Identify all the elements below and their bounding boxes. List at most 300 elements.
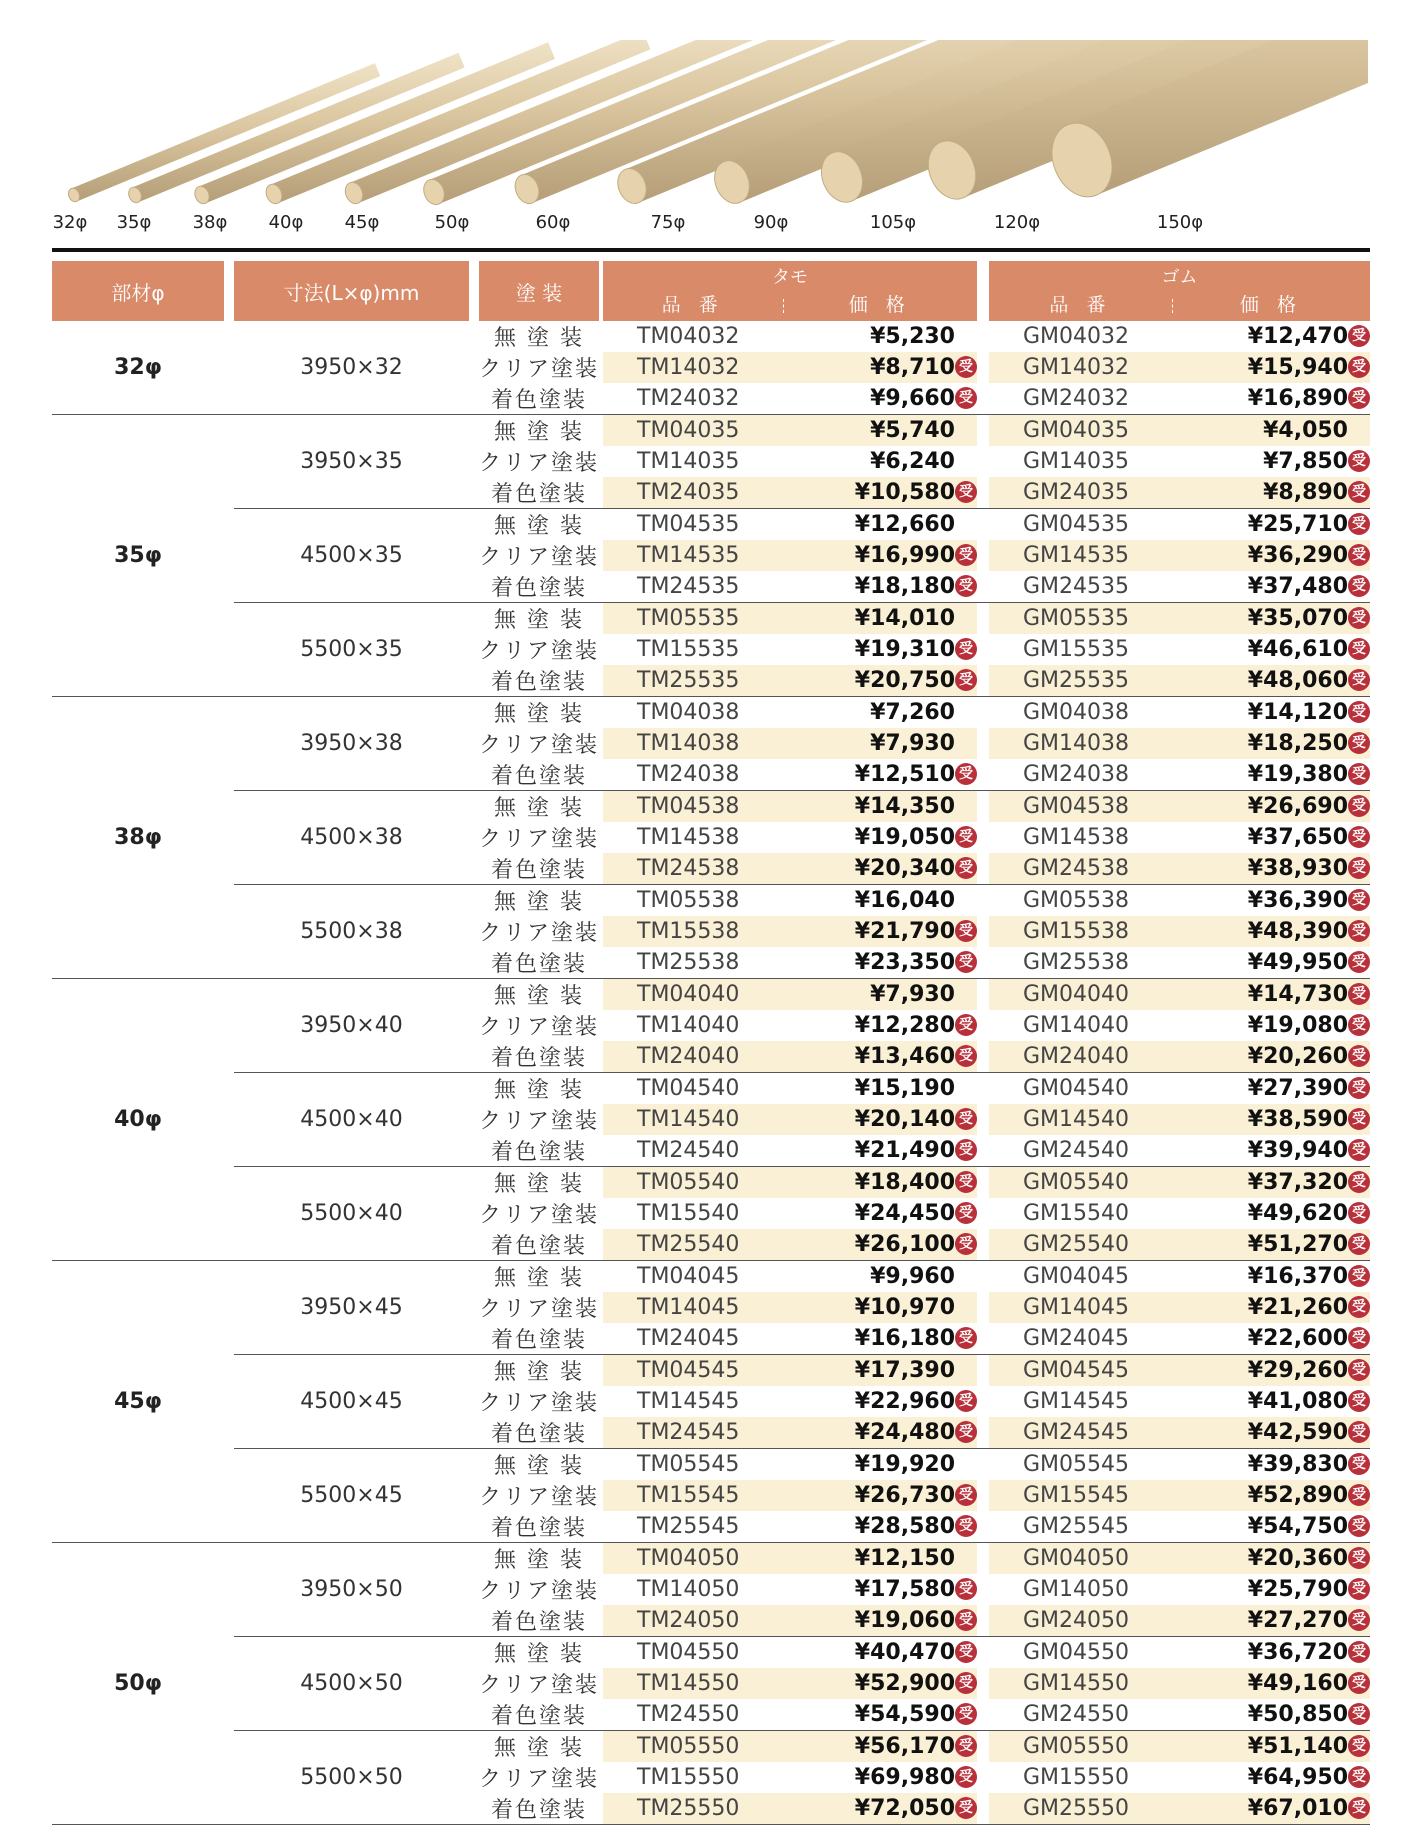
tamo-code: TM24035 [603,477,793,509]
diameter-label: 45φ [344,212,380,233]
finish-type: クリア塗装 [479,451,600,476]
tamo-code: TM24050 [603,1605,793,1637]
gomu-code: GM04050 [989,1543,1179,1575]
finish-type: クリア塗装 [479,1673,600,1698]
finish-type: クリア塗装 [479,1015,600,1040]
finish-type: クリア塗装 [479,1109,600,1134]
tamo-price [793,352,977,383]
table-row [52,321,1370,352]
gomu-price-value: ¥21,260 [1247,1295,1348,1320]
tamo-code: TM05550 [603,1731,793,1763]
gomu-code: GM15550 [989,1762,1179,1793]
table-row [52,1731,1370,1763]
tamo-price [793,1511,977,1543]
dimension: 5500×50 [234,1731,469,1825]
tamo-price [793,1073,977,1105]
tamo-price [793,1229,977,1261]
gomu-price [1179,1543,1370,1575]
tamo-price-value: ¥15,190 [854,1076,955,1101]
gomu-price [1179,1731,1370,1763]
tamo-price-value: ¥19,060 [854,1608,955,1633]
finish-type: 着色塗装 [479,759,599,791]
made-to-order-mark: 受 [1348,1233,1370,1255]
gomu-code: GM14038 [989,728,1179,759]
tamo-code: TM14040 [603,1010,793,1041]
tamo-code: TM04538 [603,791,793,823]
gomu-code: GM25538 [989,947,1179,979]
tamo-code: TM25535 [603,665,793,697]
finish-type: クリア塗装 [479,1579,600,1604]
tamo-code: TM15550 [603,1762,793,1793]
table-row [52,1261,1370,1293]
tamo-code: TM24538 [603,853,793,885]
tamo-code: TM05545 [603,1449,793,1481]
tamo-price [793,853,977,885]
tamo-code: TM25540 [603,1229,793,1261]
gomu-price-value: ¥19,080 [1247,1013,1348,1038]
gomu-code: GM25550 [989,1793,1179,1825]
made-to-order-mark: 受 [955,1641,977,1663]
gomu-price [1179,509,1370,541]
tamo-price-value: ¥16,040 [854,888,955,913]
tamo-code: TM04545 [603,1355,793,1387]
tamo-price [793,321,977,352]
made-to-order-mark: 受 [1348,1484,1370,1506]
gomu-price [1179,1355,1370,1387]
gomu-price [1179,728,1370,759]
table-row [52,979,1370,1011]
tamo-price [793,1762,977,1793]
tamo-code: TM04045 [603,1261,793,1293]
gomu-code: GM25545 [989,1511,1179,1543]
gomu-code: GM25535 [989,665,1179,697]
tamo-price-value: ¥21,490 [854,1138,955,1163]
made-to-order-mark: 受 [1348,1641,1370,1663]
finish-type: 無 塗 装 [494,1642,584,1667]
made-to-order-mark: 受 [1348,826,1370,848]
header-gomu-code: 品 番 [1049,294,1112,316]
tamo-price [793,415,977,447]
tamo-price-value: ¥24,480 [854,1420,955,1445]
tamo-price-value: ¥21,790 [854,919,955,944]
gomu-price [1179,1292,1370,1323]
made-to-order-mark: 受 [955,1735,977,1757]
gomu-price-value: ¥64,950 [1247,1765,1348,1790]
tamo-price-value: ¥19,920 [854,1452,955,1477]
diameter-label: 120φ [993,212,1041,233]
dimension: 5500×35 [234,603,469,697]
made-to-order-mark: 受 [1348,1014,1370,1036]
gomu-price-value: ¥20,260 [1247,1044,1348,1069]
gomu-price [1179,1511,1370,1543]
gomu-code: GM24538 [989,853,1179,885]
tamo-price-value: ¥12,280 [854,1013,955,1038]
diameter-label: 60φ [535,212,571,233]
gomu-price-value: ¥12,470 [1247,324,1348,349]
gomu-price [1179,1699,1370,1731]
tamo-code: TM14550 [603,1668,793,1699]
gomu-price [1179,1762,1370,1793]
gomu-price-value: ¥37,650 [1247,825,1348,850]
made-to-order-mark: 受 [955,1609,977,1631]
made-to-order-mark: 受 [1348,1045,1370,1067]
gomu-price [1179,791,1370,823]
gomu-price-value: ¥27,270 [1247,1608,1348,1633]
made-to-order-mark: 受 [1348,544,1370,566]
gomu-price-value: ¥22,600 [1247,1326,1348,1351]
tamo-price [793,1605,977,1637]
tamo-price [793,1543,977,1575]
gomu-code: GM24038 [989,759,1179,791]
header-gomu-price: 価 格 [1239,294,1302,316]
tamo-price-value: ¥14,010 [854,606,955,631]
made-to-order-mark: 受 [955,481,977,503]
diameter-label: 40φ [268,212,304,233]
tamo-price-value: ¥20,340 [854,856,955,881]
gomu-price-value: ¥14,730 [1247,982,1348,1007]
header-tamo-code: 品 番 [661,294,724,316]
diameter-label: 35φ [116,212,152,233]
gomu-price-value: ¥48,060 [1247,668,1348,693]
tamo-price-value: ¥22,960 [854,1389,955,1414]
tamo-code: TM14045 [603,1292,793,1323]
tamo-price-value: ¥14,350 [854,794,955,819]
gomu-code: GM14045 [989,1292,1179,1323]
gomu-price [1179,759,1370,791]
tamo-price [793,1041,977,1073]
tamo-code: TM14035 [603,446,793,477]
gomu-code: GM04040 [989,979,1179,1011]
made-to-order-mark: 受 [1348,513,1370,535]
tamo-price [793,697,977,729]
tamo-price-value: ¥26,100 [854,1232,955,1257]
gomu-price [1179,665,1370,697]
gomu-price [1179,885,1370,917]
gomu-price [1179,477,1370,509]
gomu-price [1179,1574,1370,1605]
made-to-order-mark: 受 [955,1390,977,1412]
finish-type: 無 塗 装 [494,1360,584,1385]
tamo-price [793,571,977,603]
finish-type: 無 塗 装 [494,1266,584,1291]
tamo-price [793,509,977,541]
made-to-order-mark: 受 [955,951,977,973]
gomu-code: GM25540 [989,1229,1179,1261]
gomu-code: GM14538 [989,822,1179,853]
gomu-code: GM14535 [989,540,1179,571]
tamo-code: TM15538 [603,916,793,947]
tamo-price-value: ¥13,460 [854,1044,955,1069]
made-to-order-mark: 受 [1348,1453,1370,1475]
tamo-price [793,446,977,477]
gomu-price [1179,1167,1370,1199]
made-to-order-mark: 受 [1348,1265,1370,1287]
made-to-order-mark: 受 [955,857,977,879]
tamo-code: TM14540 [603,1104,793,1135]
gomu-price-value: ¥49,950 [1247,950,1348,975]
gomu-price-value: ¥39,940 [1247,1138,1348,1163]
gomu-code: GM24045 [989,1323,1179,1355]
gomu-code: GM14550 [989,1668,1179,1699]
gomu-code: GM14540 [989,1104,1179,1135]
table-row [52,415,1370,447]
tamo-code: TM05540 [603,1167,793,1199]
dimension: 3950×32 [234,321,469,415]
gomu-code: GM24545 [989,1417,1179,1449]
finish-type: クリア塗装 [479,639,600,664]
gomu-price-value: ¥8,890 [1263,480,1348,505]
made-to-order-mark: 受 [955,920,977,942]
gomu-price-value: ¥37,480 [1247,574,1348,599]
made-to-order-mark: 受 [1348,356,1370,378]
table-row [52,885,1370,917]
tamo-price [793,540,977,571]
made-to-order-mark: 受 [955,1703,977,1725]
finish-type: クリア塗装 [479,357,600,382]
dimension: 4500×45 [234,1355,469,1449]
made-to-order-mark: 受 [955,669,977,691]
made-to-order-mark: 受 [1348,795,1370,817]
gomu-price-value: ¥4,050 [1263,418,1348,443]
gomu-price [1179,1417,1370,1449]
made-to-order-mark: 受 [955,1672,977,1694]
finish-type: クリア塗装 [479,1391,600,1416]
made-to-order-mark: 受 [1348,1202,1370,1224]
gomu-code: GM24040 [989,1041,1179,1073]
dimension: 3950×38 [234,697,469,791]
made-to-order-mark: 受 [1348,857,1370,879]
header-rule [52,248,1370,252]
made-to-order-mark: 受 [1348,575,1370,597]
tamo-price-value: ¥9,660 [870,386,955,411]
tamo-price [793,1010,977,1041]
gomu-price [1179,979,1370,1011]
tamo-price-value: ¥7,930 [870,731,955,756]
tamo-price-value: ¥20,750 [854,668,955,693]
header-finish: 塗 装 [479,261,599,321]
finish-type: 無 塗 装 [494,420,584,445]
tamo-price [793,916,977,947]
tamo-price-value: ¥18,180 [854,574,955,599]
tamo-code: TM25545 [603,1511,793,1543]
finish-type: 着色塗装 [479,571,599,603]
gomu-price [1179,1104,1370,1135]
gomu-price-value: ¥49,160 [1247,1671,1348,1696]
made-to-order-mark: 受 [1348,387,1370,409]
tamo-price [793,603,977,635]
gomu-price [1179,415,1370,447]
finish-type: 無 塗 装 [494,1548,584,1573]
tamo-code: TM04032 [603,321,793,352]
tamo-price [793,634,977,665]
tamo-code: TM15540 [603,1198,793,1229]
made-to-order-mark: 受 [1348,1672,1370,1694]
gomu-price-value: ¥16,890 [1247,386,1348,411]
gomu-price-value: ¥50,850 [1247,1702,1348,1727]
tamo-price-value: ¥8,710 [870,355,955,380]
gomu-price [1179,1198,1370,1229]
gomu-price-value: ¥51,140 [1247,1734,1348,1759]
made-to-order-mark: 受 [955,1045,977,1067]
finish-type: クリア塗装 [479,545,600,570]
gomu-price [1179,571,1370,603]
tamo-price-value: ¥19,050 [854,825,955,850]
made-to-order-mark: 受 [1348,763,1370,785]
gomu-price-value: ¥42,590 [1247,1420,1348,1445]
tamo-price-value: ¥52,900 [854,1671,955,1696]
tamo-price-value: ¥20,140 [854,1107,955,1132]
tamo-price [793,1355,977,1387]
tamo-code: TM05535 [603,603,793,635]
made-to-order-mark: 受 [955,575,977,597]
tamo-price-value: ¥7,930 [870,982,955,1007]
gomu-price-value: ¥49,620 [1247,1201,1348,1226]
tamo-price [793,1699,977,1731]
gomu-price [1179,697,1370,729]
gomu-price-value: ¥54,750 [1247,1514,1348,1539]
finish-type: 着色塗装 [479,477,599,509]
finish-type: 無 塗 装 [494,514,584,539]
finish-type: 着色塗装 [479,1135,599,1167]
dimension: 3950×45 [234,1261,469,1355]
finish-type: 無 塗 装 [494,1736,584,1761]
gomu-code: GM14032 [989,352,1179,383]
tamo-price-value: ¥10,580 [854,480,955,505]
dimension: 5500×40 [234,1167,469,1261]
gomu-price [1179,1229,1370,1261]
tamo-price [793,1637,977,1669]
tamo-code: TM14538 [603,822,793,853]
tamo-code: TM25550 [603,1793,793,1825]
gomu-code: GM04545 [989,1355,1179,1387]
gomu-code: GM15545 [989,1480,1179,1511]
gomu-price [1179,540,1370,571]
tamo-price-value: ¥6,240 [870,449,955,474]
gomu-price [1179,321,1370,352]
tamo-price [793,1668,977,1699]
header-dimension: 寸法(L×φ)mm [234,261,469,321]
gomu-price [1179,603,1370,635]
gomu-code: GM24050 [989,1605,1179,1637]
gomu-price [1179,1041,1370,1073]
made-to-order-mark: 受 [1348,1108,1370,1130]
tamo-code: TM24535 [603,571,793,603]
tamo-code: TM05538 [603,885,793,917]
made-to-order-mark: 受 [955,1171,977,1193]
tamo-price-value: ¥17,580 [854,1577,955,1602]
gomu-price-value: ¥14,120 [1247,700,1348,725]
tamo-price-value: ¥5,230 [870,324,955,349]
finish-type: 着色塗装 [479,1229,599,1261]
gomu-code: GM14040 [989,1010,1179,1041]
made-to-order-mark: 受 [1348,669,1370,691]
tamo-price [793,1167,977,1199]
gomu-price-value: ¥51,270 [1247,1232,1348,1257]
gomu-price [1179,1605,1370,1637]
made-to-order-mark: 受 [1348,1296,1370,1318]
gomu-price-value: ¥20,360 [1247,1546,1348,1571]
gomu-price [1179,1668,1370,1699]
diameter-labels [0,212,1420,242]
finish-type: 着色塗装 [479,1511,599,1543]
header-tamo-price: 価 格 [848,294,911,316]
gomu-price-value: ¥35,070 [1247,606,1348,631]
gomu-price-value: ¥36,720 [1247,1640,1348,1665]
table-row [52,1449,1370,1481]
gomu-code: GM04032 [989,321,1179,352]
price-table [52,261,1370,1825]
member-diameter: 45φ [52,1261,224,1543]
header-tamo-name: タモ [772,267,808,288]
diameter-label: 105φ [869,212,917,233]
tamo-code: TM24038 [603,759,793,791]
tamo-price [793,1731,977,1763]
tamo-code: TM24040 [603,1041,793,1073]
finish-type: クリア塗装 [479,827,600,852]
header-tamo [603,261,977,321]
made-to-order-mark: 受 [1348,1139,1370,1161]
tamo-price-value: ¥12,150 [854,1546,955,1571]
gomu-code: GM04550 [989,1637,1179,1669]
tamo-price [793,759,977,791]
finish-type: 着色塗装 [479,947,599,979]
table-row [52,509,1370,541]
gomu-price [1179,1010,1370,1041]
tamo-code: TM04035 [603,415,793,447]
diameter-label: 32φ [52,212,88,233]
tamo-price [793,947,977,979]
gomu-price [1179,1480,1370,1511]
tamo-price [793,1793,977,1825]
table-row [52,1637,1370,1669]
gomu-price [1179,1449,1370,1481]
diameter-label: 75φ [650,212,686,233]
finish-type: 着色塗装 [479,853,599,885]
made-to-order-mark: 受 [1348,1171,1370,1193]
made-to-order-mark: 受 [955,1766,977,1788]
tamo-price-value: ¥18,400 [854,1170,955,1195]
gomu-code: GM15538 [989,916,1179,947]
gomu-price-value: ¥39,830 [1247,1452,1348,1477]
made-to-order-mark: 受 [955,1515,977,1537]
made-to-order-mark: 受 [1348,889,1370,911]
finish-type: 無 塗 装 [494,608,584,633]
gomu-code: GM14545 [989,1386,1179,1417]
member-diameter: 40φ [52,979,224,1261]
made-to-order-mark: 受 [1348,1515,1370,1537]
wood-rods-photo [52,40,1368,240]
made-to-order-mark: 受 [955,638,977,660]
gomu-price [1179,383,1370,415]
gomu-price-value: ¥27,390 [1247,1076,1348,1101]
tamo-price-value: ¥24,450 [854,1201,955,1226]
made-to-order-mark: 受 [1348,1703,1370,1725]
gomu-code: GM24540 [989,1135,1179,1167]
tamo-price [793,885,977,917]
gomu-price [1179,1073,1370,1105]
made-to-order-mark: 受 [955,1327,977,1349]
tamo-price [793,1198,977,1229]
gomu-code: GM15540 [989,1198,1179,1229]
tamo-price [793,1292,977,1323]
made-to-order-mark: 受 [955,826,977,848]
dimension: 4500×50 [234,1637,469,1731]
gomu-code: GM04035 [989,415,1179,447]
gomu-price [1179,1135,1370,1167]
made-to-order-mark: 受 [955,544,977,566]
gomu-code: GM15535 [989,634,1179,665]
gomu-price-value: ¥15,940 [1247,355,1348,380]
